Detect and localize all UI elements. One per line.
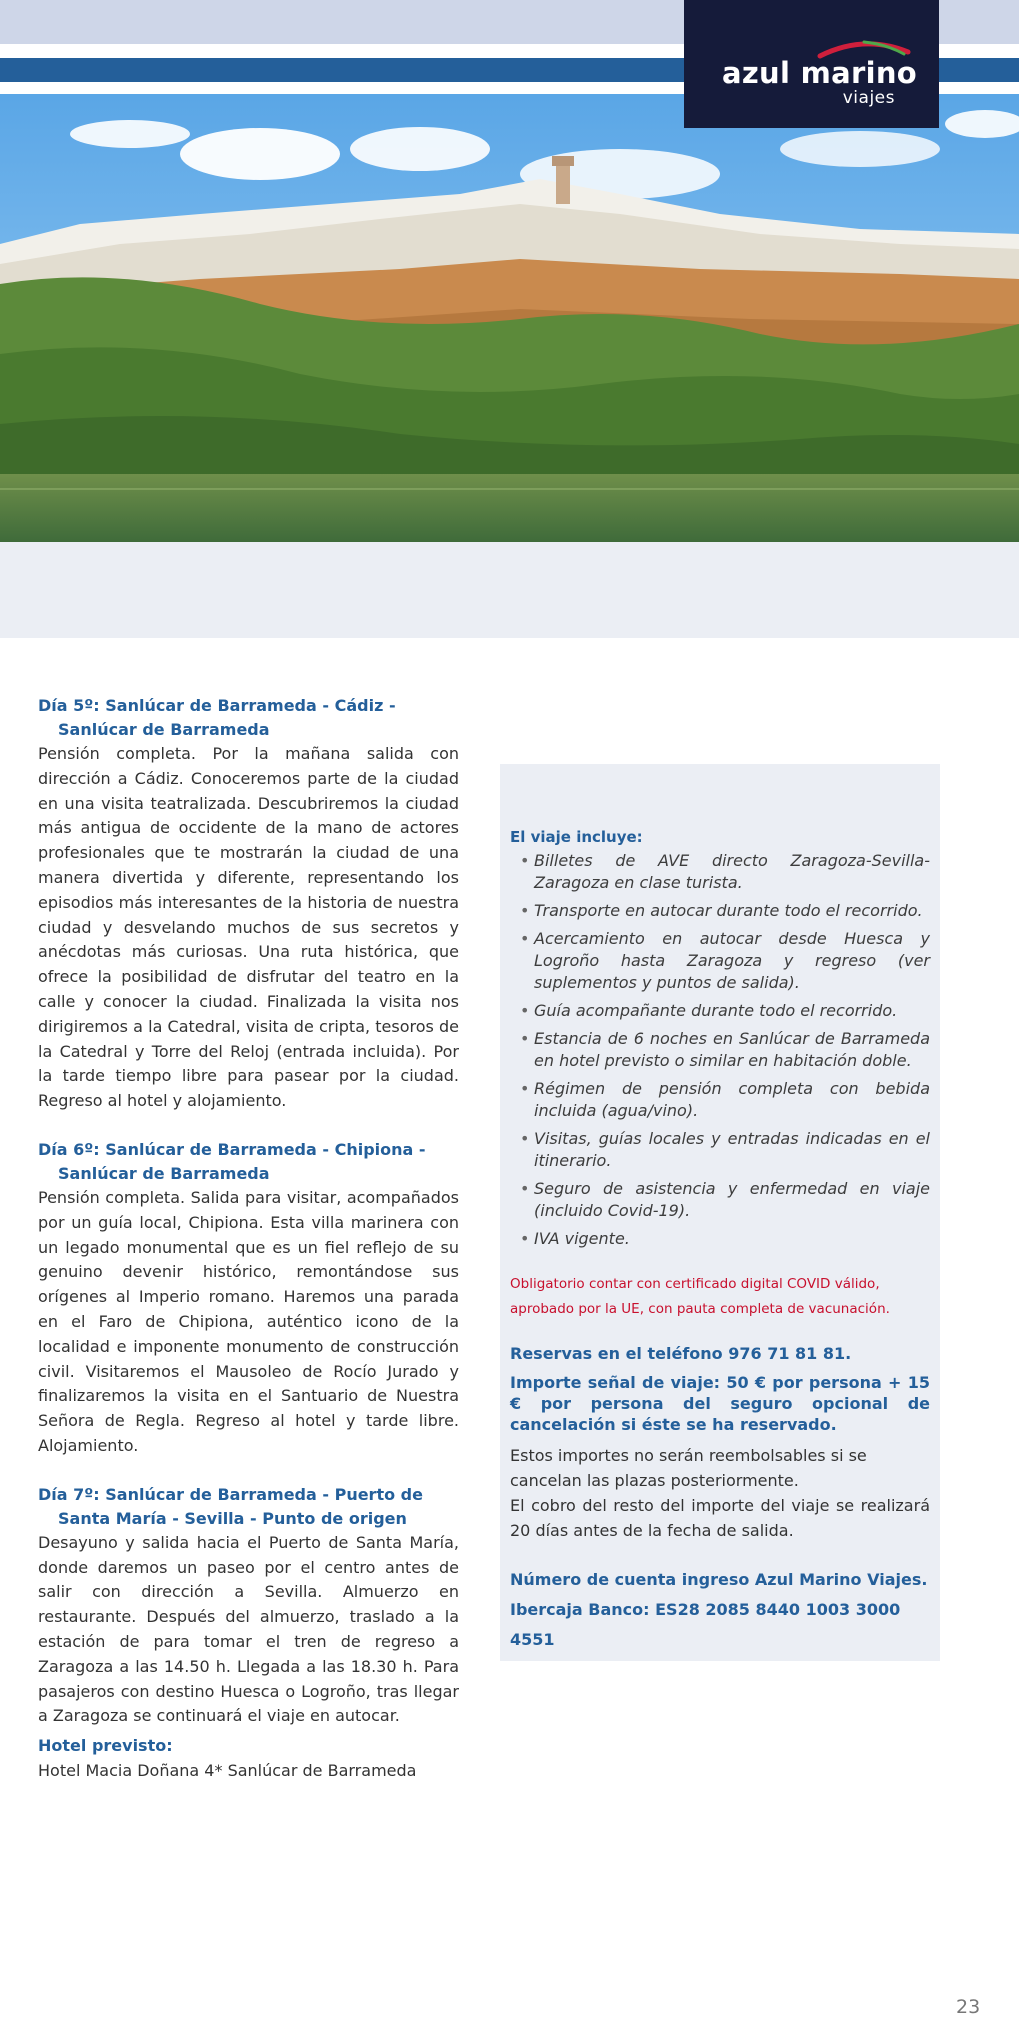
bullet-icon: •: [520, 1001, 530, 1020]
section-divider-band: [0, 542, 1019, 638]
day7-title: Día 7º: Sanlúcar de Barrameda - Puerto de Santa María - Sevilla - Punto de origen: [38, 1484, 423, 1528]
brand-logo: [684, 0, 939, 128]
bullet-icon: •: [520, 1179, 530, 1198]
includes-item: [510, 1028, 930, 1072]
includes-title: El viaje incluye:: [510, 828, 643, 846]
includes-list: [510, 850, 930, 1250]
non-refundable-note: Estos importes no serán reembolsables si se cancelan las plazas posteriormente.: [510, 1446, 867, 1490]
itinerary-column: [38, 694, 459, 1729]
covid-notice: Obligatorio contar con certificado digital COVID válido, aprobado por la UE, con pauta completa de vacunación.: [510, 1276, 890, 1317]
includes-item: [510, 1000, 930, 1022]
day5-body: Pensión completa. Por la mañana salida con dirección a Cádiz. Conoceremos parte de la ciudad en una visita teatralizada. Descubriremos la ciudad más antigua de occidente de la mano de actores profesionales que te mostrarán la ciudad de una manera divertida y diferente, representando los episodios más interesantes de la historia de nuestra ciudad y desvelando muchos de sus secretos y anécdotas más curiosas. Una ruta histórica, que ofrece la posibilidad de disfrutar del teatro en la calle y conocer la ciudad. Finalizada la visita nos dirigiremos a la Catedral, visita de cripta, tesoros de la Catedral y Torre del Reloj (entrada incluida). Por la tarde tiempo libre para pasear por la ciudad. Regreso al hotel y alojamiento.: [38, 744, 459, 1111]
includes-item: [510, 1078, 930, 1122]
hero-photo: [0, 94, 1019, 542]
includes-item: [510, 900, 930, 922]
account-iban: Ibercaja Banco: ES28 2085 8440 1003 3000 4551: [510, 1600, 901, 1649]
reservations-phone: Reservas en el teléfono 976 71 81 81.: [510, 1344, 852, 1363]
account-title: Número de cuenta ingreso Azul Marino Viajes.: [510, 1570, 928, 1589]
day5-title: Día 5º: Sanlúcar de Barrameda - Cádiz - Sanlúcar de Barrameda: [38, 696, 396, 739]
includes-item-text: IVA vigente.: [534, 1229, 630, 1248]
includes-item: [510, 1128, 930, 1172]
bullet-icon: •: [520, 851, 530, 870]
day6-body: Pensión completa. Salida para visitar, acompañados por un guía local, Chipiona. Esta villa marinera con un legado monumental que es un fiel reflejo de su genuino devenir histórico, remontándose sus orígenes al Imperio romano. Haremos una parada en el Faro de Chipiona, auténtico icono de la localidad e imponente monumento de construcción civil. Visitaremos el Mausoleo de Rocío Jurado y finalizaremos la visita en el Santuario de Nuestra Señora de Regla. Regreso al hotel y tarde libre. Alojamiento.: [38, 1187, 459, 1455]
includes-item-text: Visitas, guías locales y entradas indicadas en el itinerario.: [534, 1129, 930, 1170]
brand-sub: viajes: [842, 88, 895, 108]
bullet-icon: •: [520, 1129, 530, 1148]
bullet-icon: •: [520, 1029, 530, 1048]
includes-box: [500, 764, 940, 1661]
includes-item: [510, 850, 930, 894]
includes-item: [510, 1178, 930, 1222]
includes-item: [510, 928, 930, 994]
brand-name: azul marino: [722, 56, 918, 90]
includes-item-text: Régimen de pensión completa con bebida incluida (agua/vino).: [534, 1079, 930, 1120]
hotel-section: [38, 1733, 459, 1783]
payment-note: El cobro del resto del importe del viaje se realizará 20 días antes de la fecha de salida.: [510, 1496, 930, 1540]
includes-item-text: Estancia de 6 noches en Sanlúcar de Barrameda en hotel previsto o similar en habitación doble.: [534, 1029, 930, 1070]
includes-item-text: Seguro de asistencia y enfermedad en viaje (incluido Covid-19).: [534, 1179, 930, 1220]
includes-item-text: Transporte en autocar durante todo el recorrido.: [534, 901, 923, 920]
hotel-title: Hotel previsto:: [38, 1736, 173, 1755]
deposit-amount: Importe señal de viaje: 50 € por persona + 15 € por persona del seguro opcional de cancelación si éste se ha reservado.: [510, 1373, 930, 1434]
spacer: [38, 1459, 459, 1483]
bullet-icon: •: [520, 1229, 530, 1248]
includes-item: [510, 1228, 930, 1250]
day6-title: Día 6º: Sanlúcar de Barrameda - Chipiona - Sanlúcar de Barrameda: [38, 1139, 426, 1183]
page-number: 23: [956, 1996, 981, 2018]
includes-item-text: Guía acompañante durante todo el recorrido.: [534, 1001, 898, 1020]
includes-item-text: Acercamiento en autocar desde Huesca y Logroño hasta Zaragoza y regreso (ver suplementos y puntos de salida).: [534, 929, 930, 992]
bullet-icon: •: [520, 1079, 530, 1098]
day7-body: Desayuno y salida hacia el Puerto de Santa María, donde daremos un paseo por el centro antes de salir con dirección a Sevilla. Almuerzo en restaurante. Después del almuerzo, traslado a la estación de para tomar el tren de regreso a Zaragoza a las 14.50 h. Llegada a las 18.30 h. Para pasajeros con destino Huesca o Logroño, tras llegar a Zaragoza se continuará el viaje en autocar.: [38, 1532, 459, 1726]
hotel-text: Hotel Macia Doñana 4* Sanlúcar de Barrameda: [38, 1761, 417, 1780]
bullet-icon: •: [520, 901, 530, 920]
hero-landscape-image: [0, 94, 1019, 542]
spacer: [38, 1114, 459, 1138]
includes-item-text: Billetes de AVE directo Zaragoza-Sevilla-Zaragoza en clase turista.: [534, 851, 930, 892]
bullet-icon: •: [520, 929, 530, 948]
